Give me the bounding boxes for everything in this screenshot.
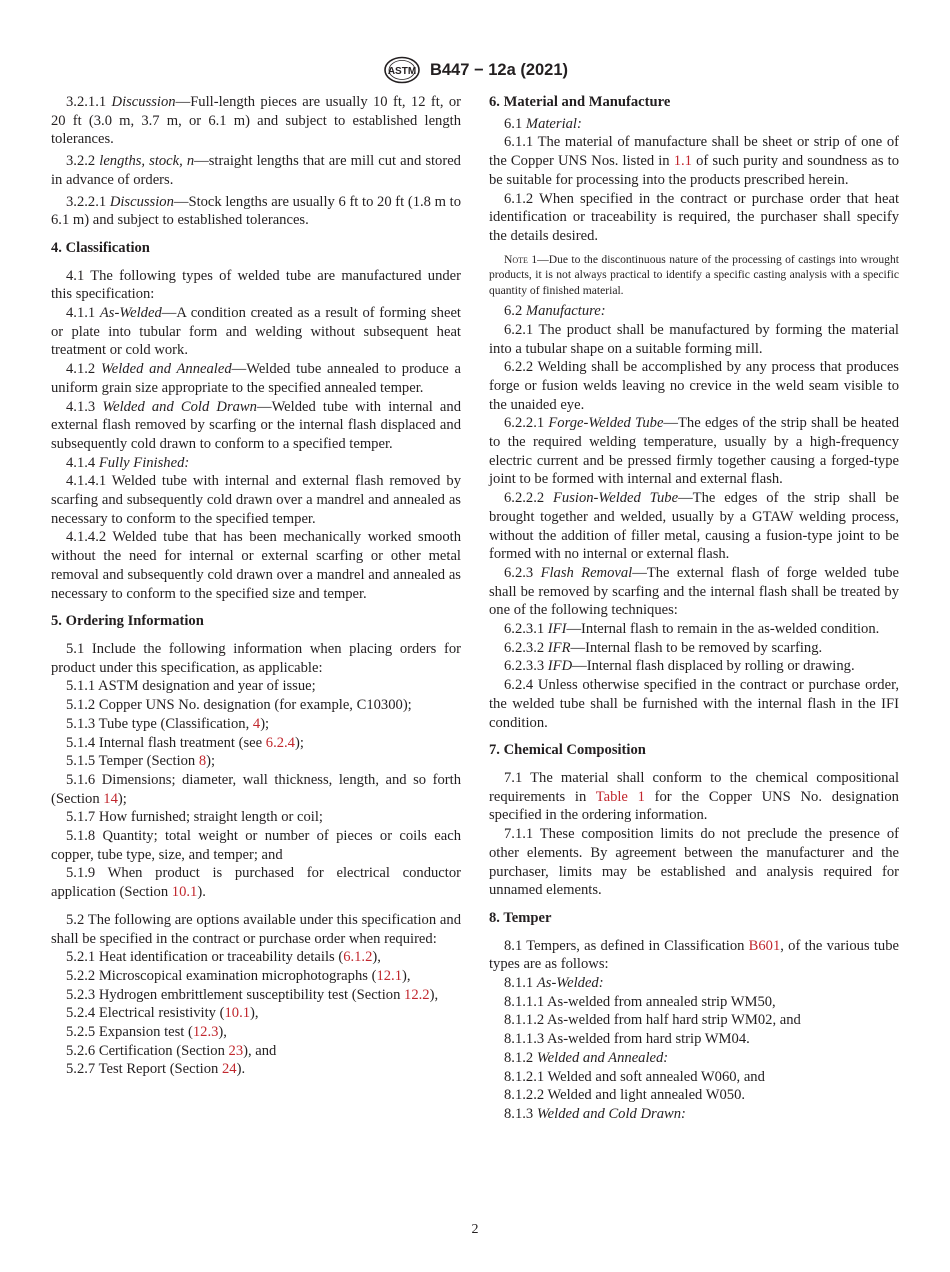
page-number: 2	[471, 1222, 479, 1237]
table-reference-link[interactable]: Table 1	[595, 788, 645, 805]
paragraph-5-2: 5.2 The following are options available under this specification and shall be specified in the contract or purchase order when required:	[51, 911, 461, 947]
section-heading-temper: 8. Temper	[489, 909, 552, 926]
paragraph-4-1: 4.1 The following types of welded tube are manufactured under this specification:	[51, 267, 461, 303]
cross-reference-link[interactable]: 12.3	[192, 1024, 219, 1041]
paragraph-5-2-4: 5.2.4 Electrical resistivity (10.1),	[66, 1005, 259, 1022]
cross-reference-link[interactable]: 4	[252, 715, 261, 732]
paragraph-4-1-1: 4.1.1 As-Welded—A condition created as a result of forming sheet or plate into tubular form and welding without subsequent heat treatment or cold work.	[51, 305, 461, 359]
cross-reference-link[interactable]: 6.1.2	[343, 949, 373, 966]
section-heading-classification: 4. Classification	[51, 239, 150, 256]
section-heading-ordering-information: 5. Ordering Information	[51, 613, 204, 630]
paragraph-6-2-3-2: 6.2.3.2 IFR—Internal flash to be removed by scarfing.	[504, 639, 823, 656]
paragraph-5-1-5: 5.1.5 Temper (Section 8);	[66, 753, 216, 770]
paragraph-6-2-3-1: 6.2.3.1 IFI—Internal flash to remain in the as-welded condition.	[504, 621, 880, 638]
paragraph-8-1-2-2: 8.1.2.2 Welded and light annealed W050.	[504, 1087, 746, 1104]
document-designation: B447 − 12a (2021)	[429, 60, 569, 79]
paragraph-7-1: 7.1 The material shall conform to the chemical compositional requirements in Table 1 for the Copper UNS No. designation specified in the ordering information.	[489, 770, 899, 824]
paragraph-4-1-2: 4.1.2 Welded and Annealed—Welded tube annealed to produce a uniform grain size appropriate to the specified annealed temper.	[51, 361, 461, 396]
cross-reference-link[interactable]: 8	[198, 753, 207, 770]
paragraph-8-1-1-2: 8.1.1.2 As-welded from half hard strip WM02, and	[504, 1012, 801, 1029]
astm-logo-icon	[382, 56, 422, 84]
paragraph-5-2-2: 5.2.2 Microscopical examination microphotographs (12.1),	[66, 967, 411, 984]
paragraph-8-1-1-3: 8.1.1.3 As-welded from hard strip WM04.	[504, 1031, 750, 1048]
paragraph-5-1-8: 5.1.8 Quantity; total weight or number of pieces or coils each copper, tube type, size, and temper; and	[51, 828, 461, 863]
section-heading-chemical-composition: 7. Chemical Composition	[489, 742, 646, 759]
paragraph-5-1-3: 5.1.3 Tube type (Classification, 4);	[66, 715, 270, 732]
paragraph-8-1-2-1: 8.1.2.1 Welded and soft annealed W060, and	[504, 1068, 765, 1085]
paragraph-8-1-2: 8.1.2 Welded and Annealed:	[504, 1049, 669, 1066]
paragraph-6-2-2-2: 6.2.2.2 Fusion-Welded Tube—The edges of the strip shall be brought together and welded, usually by a GTAW welding process, without the addition of filler metal, causing a fusion-type joint to be formed with no internal or external flash.	[489, 490, 899, 563]
section-heading-material-and-manufacture: 6. Material and Manufacture	[489, 94, 671, 110]
cross-reference-link[interactable]: 12.2	[404, 986, 430, 1003]
cross-reference-link[interactable]: 1.1	[673, 153, 692, 170]
cross-reference-link[interactable]: 24	[221, 1061, 237, 1078]
paragraph-8-1-1-1: 8.1.1.1 As-welded from annealed strip WM50,	[504, 993, 776, 1010]
paragraph-4-1-4: 4.1.4 Fully Finished:	[66, 454, 190, 471]
paragraph-8-1-1: 8.1.1 As-Welded:	[504, 975, 604, 992]
paragraph-6-1-1: 6.1.1 The material of manufacture shall be sheet or strip of one of the Copper UNS Nos. listed in 1.1 of such purity and soundness as to be suitable for processing into the products prescribed herein.	[489, 134, 900, 188]
paragraph-8-1-3: 8.1.3 Welded and Cold Drawn:	[504, 1105, 686, 1122]
paragraph-5-1: 5.1 Include the following information when placing orders for product under this specification, as applicable:	[51, 640, 461, 676]
paragraph-5-1-1: 5.1.1 ASTM designation and year of issue;	[66, 678, 316, 695]
paragraph-6-2-2: 6.2.2 Welding shall be accomplished by any process that produces forge or fusion welds leaving no crevice in the weld seam visible to the unaided eye.	[489, 359, 899, 413]
paragraph-6-1-2: 6.1.2 When specified in the contract or purchase order that heat identification or traceability is required, the purchaser shall specify the details desired.	[489, 190, 899, 244]
paragraph-5-1-6: 5.1.6 Dimensions; diameter, wall thickness, length, and so forth (Section 14);	[51, 771, 461, 807]
paragraph-6-2: 6.2 Manufacture:	[504, 303, 606, 320]
paragraph-4-1-3: 4.1.3 Welded and Cold Drawn—Welded tube with internal and external flash removed by scarfing or the internal flash displaced and subsequently cold drawn to conform to a specified temper.	[51, 398, 462, 452]
cross-reference-link[interactable]: 10.1	[224, 1005, 251, 1022]
cross-reference-link[interactable]: 23	[228, 1042, 244, 1059]
paragraph-7-1-1: 7.1.1 These composition limits do not preclude the presence of other elements. By agreement between the manufacturer and the purchaser, limits may be established and analysis required for unnamed elements.	[489, 826, 899, 899]
paragraph-6-1: 6.1 Material:	[504, 115, 582, 132]
paragraph-6-2-2-1: 6.2.2.1 Forge-Welded Tube—The edges of the strip shall be heated to the required welding temperature, usually by a high-frequency electric current and be pressed firmly together causing a forged-type joint to be formed with internal and external flash.	[489, 415, 899, 488]
paragraph-5-2-3: 5.2.3 Hydrogen embrittlement susceptibility test (Section 12.2),	[66, 986, 439, 1003]
right-column	[489, 93, 899, 1124]
paragraph-3-2-1-1: 3.2.1.1 Discussion—Full-length pieces are usually 10 ft, 12 ft, or 20 ft (3.0 m, 3.7 m, or 6.1 m) and subject to established length tolerances.	[51, 94, 461, 148]
cross-reference-link[interactable]: 12.1	[376, 967, 402, 984]
paragraph-5-2-6: 5.2.6 Certification (Section 23), and	[66, 1042, 277, 1059]
paragraph-8-1: 8.1 Tempers, as defined in Classification B601, of the various tube types are as follows:	[489, 937, 899, 973]
paragraph-5-1-2: 5.1.2 Copper UNS No. designation (for example, C10300);	[66, 697, 412, 714]
paragraph-3-2-2: 3.2.2 lengths, stock, n—straight lengths that are mill cut and stored in advance of orders.	[51, 153, 461, 188]
paragraph-5-1-9: 5.1.9 When product is purchased for electrical conductor application (Section 10.1).	[51, 865, 461, 901]
paragraph-6-2-3-3: 6.2.3.3 IFD—Internal flash displaced by rolling or drawing.	[504, 658, 855, 675]
logo-text: ASTM	[387, 66, 417, 77]
left-column	[51, 93, 461, 1079]
cross-reference-link[interactable]: 6.2.4	[265, 734, 295, 751]
paragraph-6-2-3: 6.2.3 Flash Removal—The external flash of forge welded tube shall be removed by scarfing and the internal flash shall be treated by one of the following techniques:	[489, 564, 899, 619]
paragraph-5-2-7: 5.2.7 Test Report (Section 24).	[66, 1061, 246, 1078]
paragraph-3-2-2-1: 3.2.2.1 Discussion—Stock lengths are usually 6 ft to 20 ft (1.8 m to 6.1 m) and subject to established tolerances.	[51, 193, 461, 229]
paragraph-4-1-4-2: 4.1.4.2 Welded tube that has been mechanically worked smooth without the need for internal or external scarfing or other metal removal and subsequently cold drawn over a mandrel and annealed as necessary to conform to the specified size and temper.	[51, 529, 461, 602]
note-1: Note 1—Due to the discontinuous nature of the processing of castings into wrought products, it is not always practical to identify a specific casting analysis with a specific quantity of finished material.	[489, 252, 899, 297]
paragraph-5-2-5: 5.2.5 Expansion test (12.3),	[66, 1024, 227, 1041]
paragraph-5-1-4: 5.1.4 Internal flash treatment (see 6.2.4);	[66, 734, 304, 751]
paragraph-6-2-1: 6.2.1 The product shall be manufactured by forming the material into a tubular shape on a suitable forming mill.	[489, 321, 899, 357]
page-header	[0, 56, 950, 84]
cross-reference-link[interactable]: 10.1	[171, 884, 198, 901]
cross-reference-link[interactable]: 14	[103, 790, 118, 807]
paragraph-4-1-4-1: 4.1.4.1 Welded tube with internal and external flash removed by scarfing and subsequently cold drawn over a mandrel and annealed as necessary to conform to the specified temper.	[51, 473, 461, 527]
paragraph-5-1-7: 5.1.7 How furnished; straight length or coil;	[66, 809, 323, 826]
standard-reference-link[interactable]: B601	[748, 937, 781, 954]
paragraph-6-2-4: 6.2.4 Unless otherwise specified in the contract or purchase order, the welded tube shall be furnished with the internal flash in the IFI condition.	[489, 677, 899, 731]
paragraph-5-2-1: 5.2.1 Heat identification or traceability details (6.1.2),	[66, 949, 381, 966]
